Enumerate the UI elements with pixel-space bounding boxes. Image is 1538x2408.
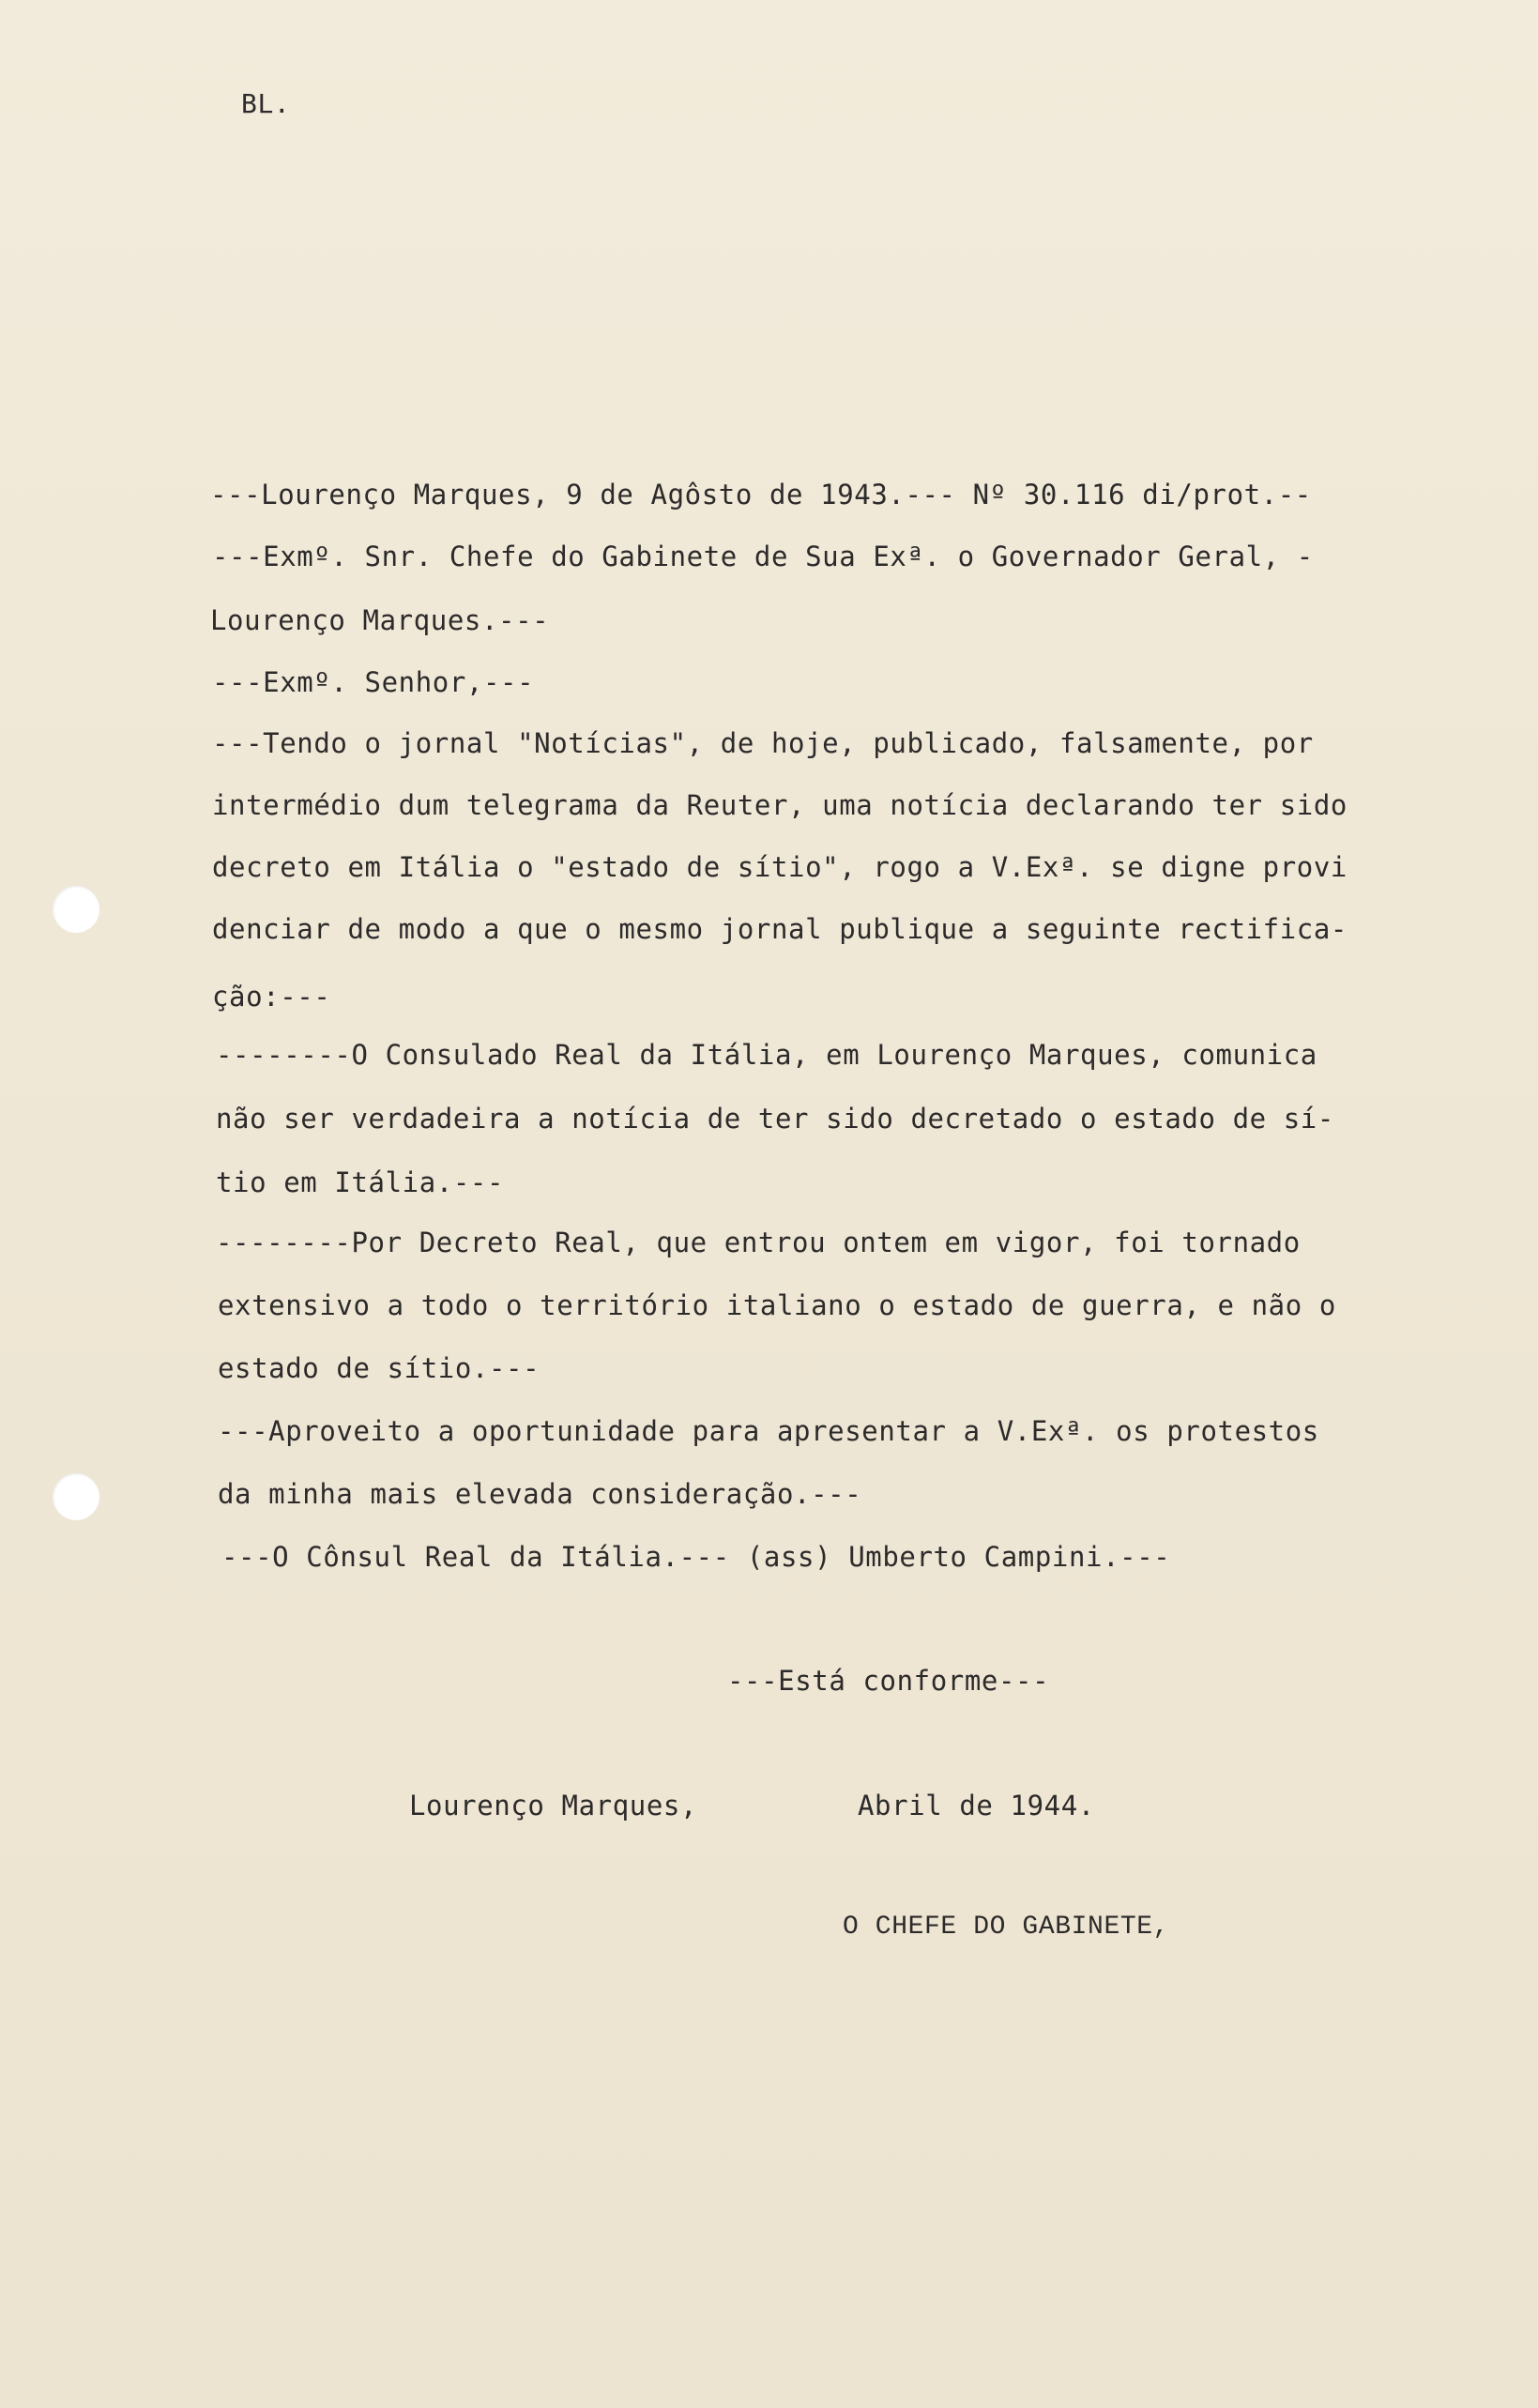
body-line: decreto em Itália o "estado de sítio", rogo a V.Exª. se digne provi — [212, 851, 1348, 883]
closing-line: ---Aproveito a oportunidade para apresentar a V.Exª. os protestos — [218, 1415, 1319, 1447]
quoted-line: --------O Consulado Real da Itália, em Lourenço Marques, comunica — [216, 1039, 1317, 1071]
punch-hole — [53, 886, 99, 933]
signatory-title: O CHEFE DO GABINETE, — [843, 1913, 1170, 1942]
body-line: ---Tendo o jornal "Notícias", de hoje, publicado, falsamente, por — [212, 727, 1314, 759]
quoted-line: estado de sítio.--- — [218, 1352, 541, 1384]
salutation: ---Exmº. Senhor,--- — [212, 666, 535, 698]
certification-line: ---Está conforme--- — [727, 1665, 1050, 1697]
body-line: ção:--- — [212, 981, 331, 1013]
body-line: denciar de modo a que o mesmo jornal publique a seguinte rectifica- — [212, 913, 1348, 945]
closing-line: da minha mais elevada consideração.--- — [218, 1478, 862, 1510]
place-label: Lourenço Marques, — [409, 1790, 698, 1821]
addressee-location: Lourenço Marques.--- — [210, 604, 550, 636]
letter-header-line: ---Lourenço Marques, 9 de Agôsto de 1943.--- Nº 30.116 di/prot.-- — [210, 479, 1312, 511]
quoted-line: --------Por Decreto Real, que entrou ontem em vigor, foi tornado — [216, 1227, 1301, 1258]
quoted-line: extensivo a todo o território italiano o estado de guerra, e não o — [218, 1289, 1336, 1321]
typist-initials: BL. — [241, 88, 291, 119]
body-line: intermédio dum telegrama da Reuter, uma notícia declarando ter sido — [212, 789, 1348, 821]
addressee-line: ---Exmº. Snr. Chefe do Gabinete de Sua Exª. o Governador Geral, - — [212, 541, 1314, 572]
date-label: Abril de 1944. — [858, 1790, 1095, 1821]
punch-hole — [53, 1473, 99, 1520]
quoted-line: tio em Itália.--- — [216, 1166, 505, 1198]
quoted-line: não ser verdadeira a notícia de ter sido decretado o estado de sí- — [216, 1103, 1334, 1135]
signature-line: ---O Cônsul Real da Itália.--- (ass) Umberto Campini.--- — [221, 1541, 1171, 1573]
